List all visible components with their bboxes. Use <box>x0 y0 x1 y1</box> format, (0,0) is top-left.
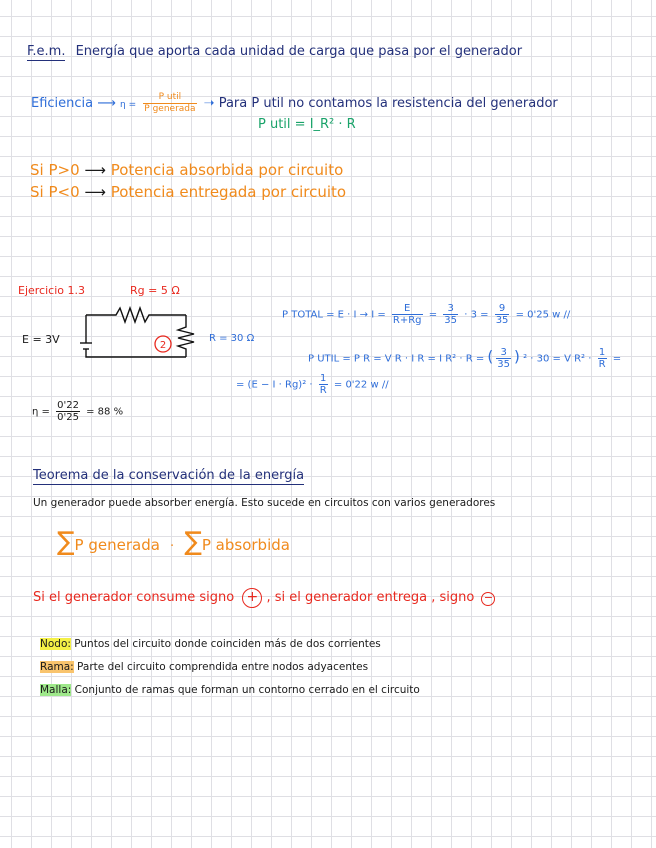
calc-2-paren-num: 3 <box>496 347 511 359</box>
rg-label <box>130 283 180 299</box>
calc-3-lhs: = (E − I · Rg)² · <box>236 379 313 391</box>
arrow-right-icon: ➝ <box>203 96 219 111</box>
eta-result-num: 0'22 <box>57 400 79 411</box>
plus-sign: + <box>246 589 259 605</box>
putil-formula <box>258 117 356 133</box>
sigma-icon: ∑ <box>57 527 75 557</box>
calc-3-frac <box>319 373 328 396</box>
def-malla-text: Conjunto de ramas que forman un contorno cerrado en el circuito <box>74 684 420 696</box>
def-nodo-term: Nodo: <box>40 638 71 650</box>
sign-rule-positive <box>30 162 343 178</box>
eta-result-frac <box>56 400 80 423</box>
calc-1-frac3-den: 35 <box>495 315 509 326</box>
calc-1-frac2-num: 3 <box>443 303 458 315</box>
def-rama <box>40 659 368 675</box>
eta-result-line <box>32 400 123 423</box>
sigma-icon: ∑ <box>184 527 202 557</box>
def-rama-text: Parte del circuito comprendida entre nodos adyacentes <box>77 661 369 673</box>
calc-1-frac-num: E <box>392 303 423 315</box>
calc-2-frac-num: 1 <box>598 347 606 358</box>
eficiencia-num: P util <box>143 92 196 104</box>
calc-1-frac2 <box>443 303 458 326</box>
ejercicio-label-text: Ejercicio 1.3 <box>18 284 85 297</box>
sign-rule-negative <box>30 184 346 200</box>
eta-result-den: 0'25 <box>57 412 79 423</box>
arrow-right-icon: ⟶ <box>97 96 121 111</box>
eta-result-value: = 88 % <box>86 406 124 418</box>
minus-sign: − <box>483 591 494 604</box>
teorema-title-text: Teorema de la conservación de la energía <box>33 468 305 483</box>
circuit-diagram <box>80 305 220 365</box>
calc-1-frac <box>392 303 423 326</box>
plus-circle-icon <box>242 588 262 608</box>
calc-2-rest: ² · 30 = V R² · <box>523 353 592 365</box>
def-nodo-text: Puntos del circuito donde coinciden más de dos corrientes <box>74 638 381 650</box>
calc-line-2: P UTIL = P R = V R · I R = I R² · R = ( $\frac{3}{35}$ ) ² · 30 = V R² · $\frac{1}{R}$ = <box>308 347 622 370</box>
eficiencia-label: Eficiencia <box>31 96 94 111</box>
eta-label: η = <box>120 100 137 110</box>
calc-1-frac2-den: 35 <box>444 315 458 326</box>
teorema-text <box>33 495 495 511</box>
calc-2-lhs: P UTIL = P R = V R · I R = I R² · R = <box>308 353 485 365</box>
eta-result-lhs: η = <box>32 406 50 418</box>
sign-rule-b: , si el generador entrega , signo <box>266 590 475 605</box>
ejercicio-label <box>18 283 85 299</box>
sign-rule-a: Si el generador consume signo <box>33 590 235 605</box>
p-neg-condition: Si P<0 <box>30 183 80 201</box>
generator-sign-rule <box>33 588 495 608</box>
eficiencia-den: P generada <box>144 104 196 114</box>
circuit-wires <box>80 308 194 357</box>
calc-3-frac-num: 1 <box>320 373 327 384</box>
calc-line-3 <box>236 373 389 396</box>
def-malla <box>40 682 420 698</box>
calc-1-lhs: P TOTAL = E · I → I = <box>282 309 386 321</box>
calc-2-paren-frac <box>496 347 511 370</box>
mesh-number: 2 <box>159 340 167 351</box>
sum-gen: P generada <box>74 536 160 554</box>
putil-formula-text: P util = I_R² · R <box>258 117 356 132</box>
calc-line-1 <box>282 303 570 326</box>
arrow-right-icon: ⟶ <box>84 183 111 201</box>
calc-3-frac-den: R <box>319 385 327 396</box>
p-pos-condition: Si P>0 <box>30 161 80 179</box>
calc-1-frac3 <box>495 303 510 326</box>
calc-2-frac <box>598 347 607 370</box>
eficiencia-line <box>31 92 558 115</box>
eficiencia-note: Para P util no contamos la resistencia del generador <box>218 96 558 111</box>
emf-label <box>22 332 60 348</box>
calc-3-result: = 0'22 w // <box>333 379 389 391</box>
arrow-right-icon: ⟶ <box>84 161 111 179</box>
teorema-title <box>33 468 304 484</box>
def-rama-term: Rama: <box>40 661 74 673</box>
fem-line <box>27 44 522 60</box>
fem-definition: Energía que aporta cada unidad de carga que pasa por el generador <box>75 44 523 59</box>
eficiencia-fraction <box>143 92 196 115</box>
calc-1-result: = 0'25 w // <box>515 309 571 321</box>
sum-abs: P absorbida <box>201 536 290 554</box>
calc-1-frac-den: R+Rg <box>392 315 422 326</box>
calc-1-eq: = <box>428 309 438 321</box>
calc-1-mid: · 3 = <box>464 309 489 321</box>
minus-circle-icon <box>481 592 495 606</box>
rg-label-text: Rg = 5 Ω <box>130 284 180 297</box>
fem-term: F.e.m. <box>27 44 66 59</box>
calc-1-frac3-num: 9 <box>495 303 510 315</box>
p-neg-result: Potencia entregada por circuito <box>110 183 347 201</box>
calc-2-frac-den: R <box>598 359 606 370</box>
calc-2-paren-den: 35 <box>497 359 511 370</box>
mesh-current-icon <box>155 336 171 352</box>
teorema-text-content: Un generador puede absorber energía. Esto sucede en circuitos con varios generadores <box>33 497 496 509</box>
calc-2-end: = <box>612 353 622 365</box>
def-malla-term: Malla: <box>40 684 72 696</box>
def-nodo <box>40 636 381 652</box>
emf-label-text: E = 3V <box>22 333 60 346</box>
r-label-text: R = 30 Ω <box>209 333 255 344</box>
sum-equation <box>57 528 290 556</box>
p-pos-result: Potencia absorbida por circuito <box>110 161 344 179</box>
sum-dot: · <box>170 539 175 554</box>
